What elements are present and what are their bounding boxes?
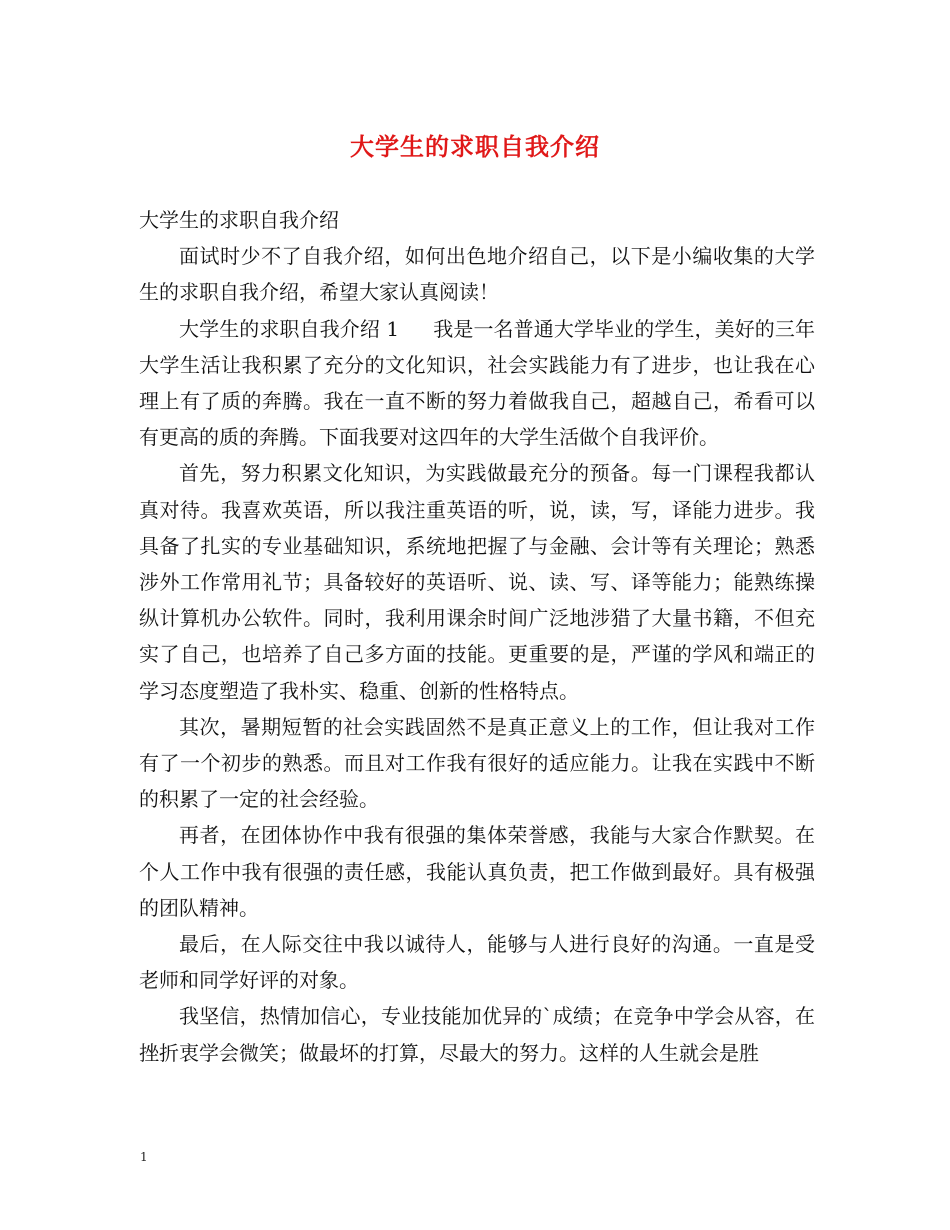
paragraph-2: 首先，努力积累文化知识，为实践做最充分的预备。每一门课程我都认真对待。我喜欢英语，所以我注重英语的听，说，读，写，译能力进步。我具备了扎实的专业基础知识，系统地把握了与金融、会计等有关理论；熟悉涉外工作常用礼节；具备较好的英语听、说、读、写、译等能力；能熟练操纵计算机办公软件。同时，我利用课余时间广泛地涉猎了大量书籍，不但充实了自己，也培养了自己多方面的技能。更重要的是，严谨的学风和端正的学习态度塑造了我朴实、稳重、创新的性格特点。	[139, 461, 815, 703]
paragraph-3: 其次，暑期短暂的社会实践固然不是真正意义上的工作，但让我对工作有了一个初步的熟悉。而且对工作我有很好的适应能力。让我在实践中不断的积累了一定的社会经验。	[139, 714, 815, 812]
paragraph-5: 最后，在人际交往中我以诚待人，能够与人进行良好的沟通。一直是受老师和同学好评的对象。	[139, 932, 815, 993]
document-title: 大学生的求职自我介绍	[350, 132, 600, 161]
paragraph-4: 再者，在团体协作中我有很强的集体荣誉感，我能与大家合作默契。在个人工作中我有很强的责任感，我能认真负责，把工作做到最好。具有极强的团队精神。	[139, 823, 815, 920]
document-body	[139, 202, 815, 1071]
section-heading: 大学生的求职自我介绍 1	[179, 316, 400, 341]
page-number: 1	[140, 1150, 148, 1164]
document-subtitle: 大学生的求职自我介绍	[139, 208, 339, 232]
paragraph-6: 我坚信，热情加信心，专业技能加优异的`成绩；在竞争中学会从容，在挫折衷学会微笑；做最坏的打算，尽最大的努力。这样的人生就会是胜	[139, 1004, 815, 1065]
intro-paragraph: 面试时少不了自我介绍，如何出色地介绍自己，以下是小编收集的大学生的求职自我介绍，希望大家认真阅读！	[139, 244, 815, 305]
section-paragraph-1	[139, 311, 815, 456]
paragraph-1-text: 我是一名普通大学毕业的学生，美好的三年大学生活让我积累了充分的文化知识，社会实践能力有了进步，也让我在心理上有了质的奔腾。我在一直不断的努力着做我自己，超越自己，希看可以有更高的质的奔腾。下面我要对这四年的大学生活做个自我评价。	[139, 316, 815, 450]
